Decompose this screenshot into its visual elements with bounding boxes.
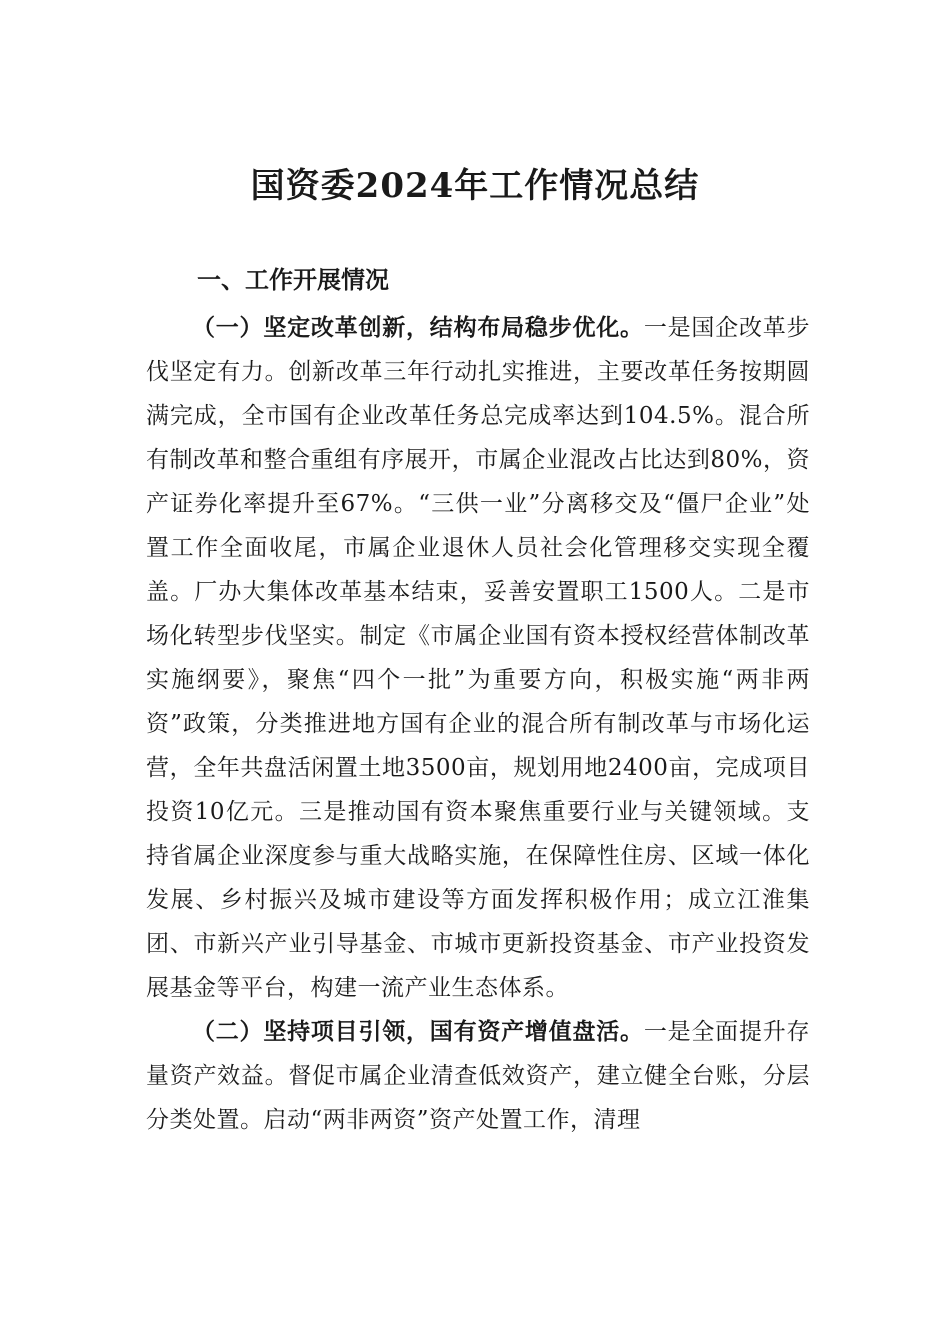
paragraph-1 bbox=[146, 306, 810, 1010]
paragraph-2-lead: （二）坚持项目引领，国有资产增值盘活。 bbox=[192, 1018, 644, 1045]
document-body bbox=[146, 254, 810, 1142]
document-title: 国资委2024年工作情况总结 bbox=[250, 166, 700, 206]
paragraph-2-text: 一是全面提升存量资产效益。督促市属企业清查低效资产，建立健全台账，分层分类处置。启动“两非两资”资产处置工作，清理 bbox=[146, 1019, 811, 1133]
section-heading: 一、工作开展情况 bbox=[197, 266, 389, 294]
paragraph-2 bbox=[146, 1010, 810, 1142]
paragraph-1-text: 一是国企改革步伐坚定有力。创新改革三年行动扎实推进，主要改革任务按期圆满完成，全市国有企业改革任务总完成率达到104.5%。混合所有制改革和整合重组有序展开，市属企业混改占比达到80%，资产证券化率提升至67%。“三供一业”分离移交及“僵尸企业”处置工作全面收尾，市属企业退休人员社会化管理移交实现全覆盖。厂办大集体改革基本结束，妥善安置职工1500人。二是市场化转型步伐坚实。制定《市属企业国有资本授权经营体制改革实施纲要》，聚焦“四个一批”为重要方向，积极实施“两非两资”政策，分类推进地方国有企业的混合所有制改革与市场化运营，全年共盘活闲置土地3500亩，规划用地2400亩，完成项目投资10亿元。三是推动国有资本聚焦重要行业与关键领域。支持省属企业深度参与重大战略实施，在保障性住房、区域一体化发展、乡村振兴及城市建设等方面发挥积极作用；成立江淮集团、市新兴产业引导基金、市城市更新投资基金、市产业投资发展基金等平台，构建一流产业生态体系。 bbox=[146, 315, 811, 1001]
paragraph-1-lead: （一）坚定改革创新，结构布局稳步优化。 bbox=[192, 314, 644, 341]
